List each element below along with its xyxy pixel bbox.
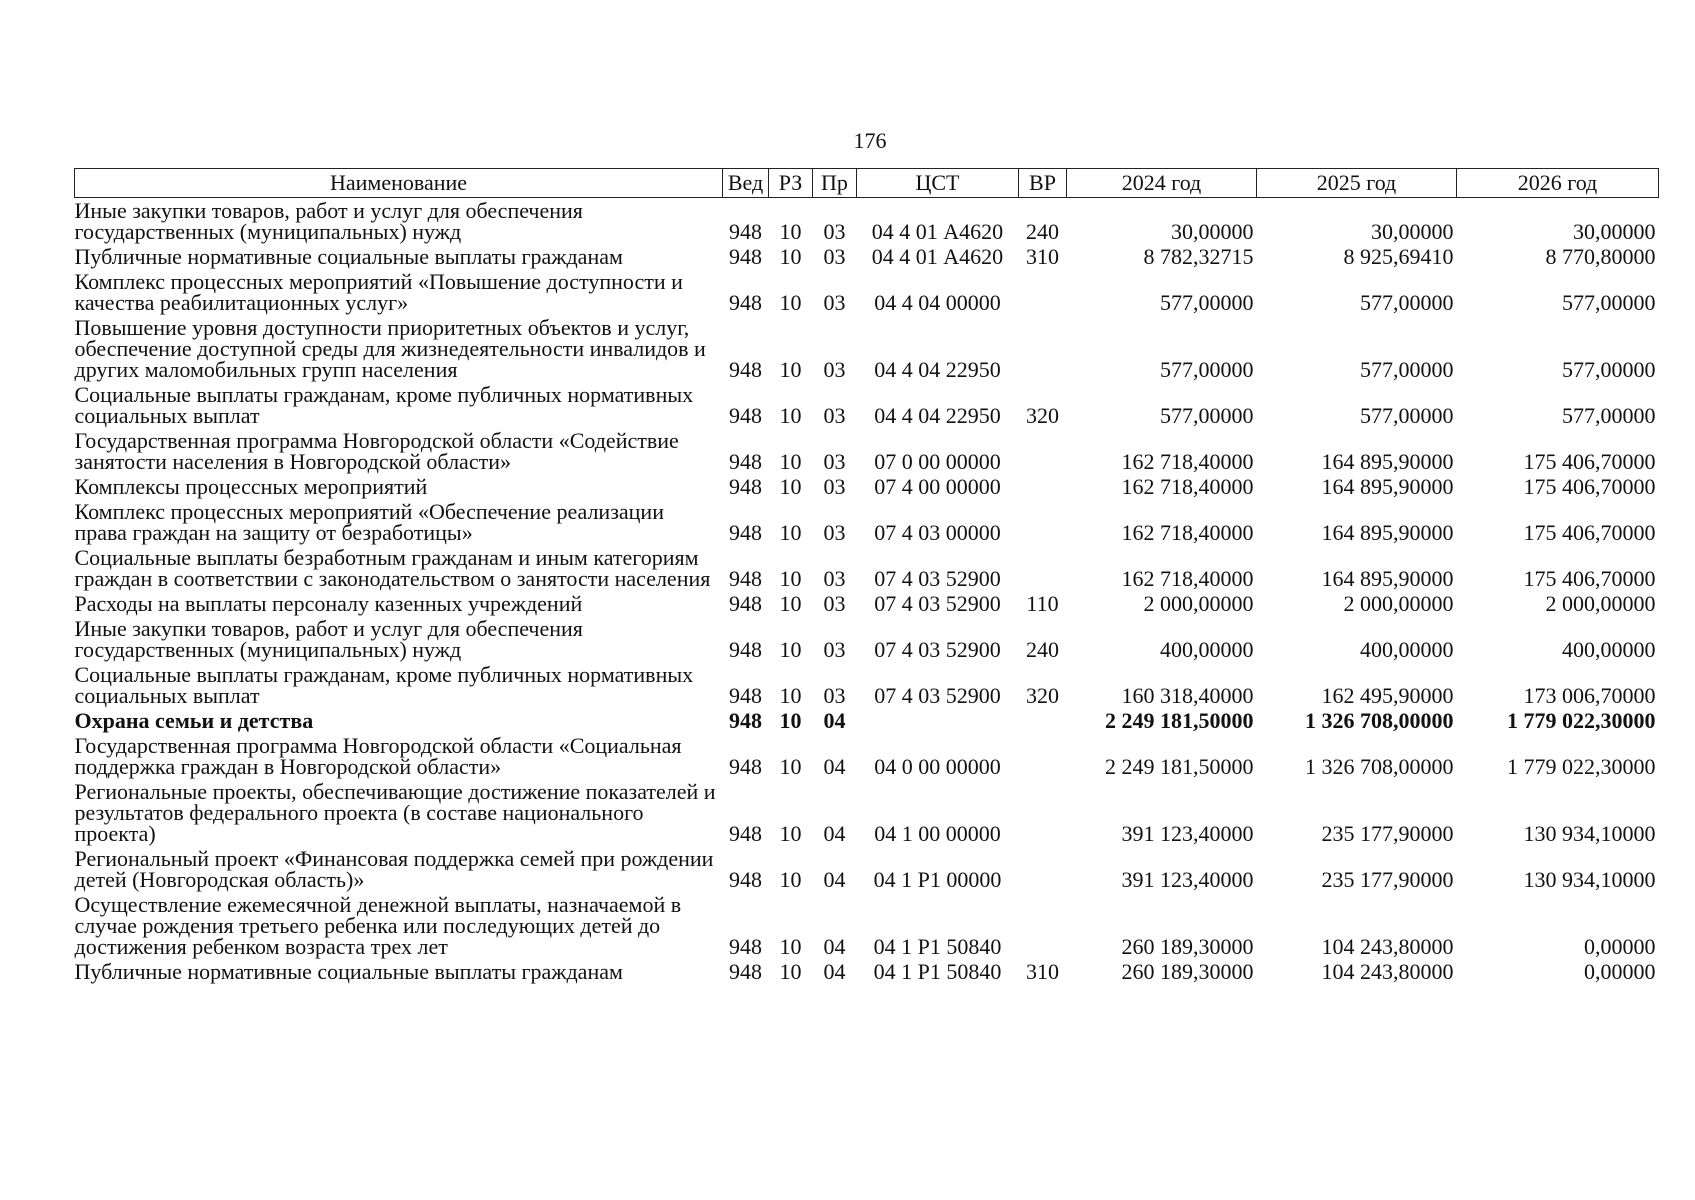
table-header-row bbox=[75, 169, 1659, 198]
row-cst: 04 4 01 А4620 bbox=[871, 219, 1004, 244]
row-name: Комплекс процессных мероприятий «Обеспечение реализации права граждан на защиту от безработицы» bbox=[74, 499, 664, 545]
row-amount-2026: 175 406,70000 bbox=[1523, 474, 1656, 499]
row-amount-2026: 130 934,10000 bbox=[1523, 821, 1656, 846]
row-amount-2026: 2 000,00000 bbox=[1545, 591, 1656, 616]
row-amount-2025: 164 895,90000 bbox=[1321, 520, 1454, 545]
row-amount-2024: 162 718,40000 bbox=[1121, 566, 1254, 591]
row-name: Иные закупки товаров, работ и услуг для обеспечения государственных (муниципальных) нужд bbox=[74, 616, 583, 662]
row-pr: 04 bbox=[823, 754, 846, 779]
header-2025: 2025 год bbox=[1257, 169, 1457, 198]
row-name: Региональный проект «Финансовая поддержка семей при рождении детей (Новгородская область)» bbox=[74, 846, 714, 892]
row-amount-2025: 235 177,90000 bbox=[1321, 867, 1454, 892]
row-rz: 10 bbox=[779, 566, 802, 591]
row-rz: 10 bbox=[779, 290, 802, 315]
row-vr: 310 bbox=[1026, 244, 1059, 269]
row-amount-2024: 2 249 181,50000 bbox=[1105, 754, 1254, 779]
row-pr: 03 bbox=[823, 637, 846, 662]
row-amount-2026: 1 779 022,30000 bbox=[1507, 754, 1656, 779]
row-ved: 948 bbox=[729, 683, 762, 708]
row-amount-2026: 175 406,70000 bbox=[1523, 566, 1656, 591]
row-rz: 10 bbox=[779, 474, 802, 499]
row-vr bbox=[1019, 892, 1067, 959]
row-amount-2025: 30,00000 bbox=[1371, 219, 1454, 244]
row-pr: 03 bbox=[823, 449, 846, 474]
table-row bbox=[75, 269, 1659, 315]
row-rz: 10 bbox=[779, 520, 802, 545]
row-amount-2025: 2 000,00000 bbox=[1343, 591, 1454, 616]
table-row bbox=[75, 733, 1659, 779]
row-pr: 03 bbox=[823, 683, 846, 708]
row-rz: 10 bbox=[779, 708, 802, 733]
row-ved: 948 bbox=[729, 290, 762, 315]
budget-table bbox=[74, 168, 1659, 984]
row-pr: 03 bbox=[823, 591, 846, 616]
row-ved: 948 bbox=[729, 219, 762, 244]
row-amount-2025: 577,00000 bbox=[1360, 357, 1454, 382]
row-ved: 948 bbox=[729, 959, 762, 984]
row-ved: 948 bbox=[729, 637, 762, 662]
row-cst: 07 4 03 52900 bbox=[874, 591, 1001, 616]
header-rz: РЗ bbox=[769, 169, 813, 198]
row-vr bbox=[1019, 545, 1067, 591]
row-pr: 03 bbox=[823, 357, 846, 382]
row-ved: 948 bbox=[729, 566, 762, 591]
row-amount-2024: 260 189,30000 bbox=[1121, 959, 1254, 984]
row-amount-2025: 164 895,90000 bbox=[1321, 566, 1454, 591]
row-cst: 04 1 Р1 00000 bbox=[873, 867, 1002, 892]
row-name: Социальные выплаты безработным гражданам и иным категориям граждан в соответствии с законодательством о занятости населения bbox=[74, 545, 711, 591]
row-ved: 948 bbox=[729, 403, 762, 428]
row-vr bbox=[1019, 315, 1067, 382]
row-amount-2026: 175 406,70000 bbox=[1523, 520, 1656, 545]
table-row bbox=[75, 315, 1659, 382]
row-amount-2026: 400,00000 bbox=[1562, 637, 1656, 662]
row-rz: 10 bbox=[779, 357, 802, 382]
row-pr: 03 bbox=[823, 474, 846, 499]
row-name: Государственная программа Новгородской области «Содействие занятости населения в Новгородской области» bbox=[74, 428, 679, 474]
row-rz: 10 bbox=[779, 219, 802, 244]
row-name: Государственная программа Новгородской области «Социальная поддержка граждан в Новгородской области» bbox=[74, 733, 682, 779]
row-vr bbox=[1019, 708, 1067, 733]
row-amount-2024: 2 249 181,50000 bbox=[1105, 708, 1254, 733]
row-rz: 10 bbox=[779, 821, 802, 846]
row-amount-2025: 235 177,90000 bbox=[1321, 821, 1454, 846]
row-pr: 04 bbox=[823, 821, 846, 846]
row-amount-2024: 30,00000 bbox=[1171, 219, 1254, 244]
row-amount-2025: 577,00000 bbox=[1360, 403, 1454, 428]
row-rz: 10 bbox=[779, 449, 802, 474]
row-name: Социальные выплаты гражданам, кроме публичных нормативных социальных выплат bbox=[74, 382, 694, 428]
table-row bbox=[75, 474, 1659, 499]
row-rz: 10 bbox=[779, 637, 802, 662]
row-name: Расходы на выплаты персоналу казенных учреждений bbox=[74, 591, 583, 616]
row-cst: 07 4 03 52900 bbox=[874, 683, 1001, 708]
row-vr bbox=[1019, 428, 1067, 474]
row-name: Охрана семьи и детства bbox=[74, 708, 314, 733]
row-cst: 07 4 03 52900 bbox=[874, 637, 1001, 662]
page-number: 176 bbox=[853, 128, 887, 153]
row-vr bbox=[1019, 846, 1067, 892]
row-ved: 948 bbox=[729, 708, 762, 733]
row-amount-2024: 577,00000 bbox=[1160, 357, 1254, 382]
row-amount-2026: 577,00000 bbox=[1562, 403, 1656, 428]
row-amount-2024: 260 189,30000 bbox=[1121, 934, 1254, 959]
row-rz: 10 bbox=[779, 959, 802, 984]
row-pr: 04 bbox=[823, 708, 846, 733]
row-amount-2024: 400,00000 bbox=[1160, 637, 1254, 662]
row-cst: 04 4 04 22950 bbox=[874, 357, 1001, 382]
row-ved: 948 bbox=[729, 449, 762, 474]
row-amount-2024: 391 123,40000 bbox=[1121, 821, 1254, 846]
row-name: Региональные проекты, обеспечивающие достижение показателей и результатов федерального проекта (в составе национального проекта) bbox=[74, 779, 716, 846]
row-name: Комплексы процессных мероприятий bbox=[74, 474, 428, 499]
row-cst: 04 4 04 00000 bbox=[874, 290, 1001, 315]
row-rz: 10 bbox=[779, 867, 802, 892]
row-rz: 10 bbox=[779, 934, 802, 959]
row-ved: 948 bbox=[729, 591, 762, 616]
row-amount-2024: 160 318,40000 bbox=[1121, 683, 1254, 708]
row-vr: 240 bbox=[1026, 219, 1059, 244]
row-amount-2024: 577,00000 bbox=[1160, 403, 1254, 428]
row-rz: 10 bbox=[779, 244, 802, 269]
table-row bbox=[75, 382, 1659, 428]
table-row bbox=[75, 616, 1659, 662]
row-ved: 948 bbox=[729, 934, 762, 959]
row-vr: 320 bbox=[1026, 683, 1059, 708]
row-name: Социальные выплаты гражданам, кроме публичных нормативных социальных выплат bbox=[74, 662, 694, 708]
row-name: Повышение уровня доступности приоритетных объектов и услуг, обеспечение доступной среды для жизнедеятельности инвалидов и других маломобильных групп населения bbox=[74, 315, 706, 382]
row-amount-2026: 577,00000 bbox=[1562, 290, 1656, 315]
table-row bbox=[75, 779, 1659, 846]
table-row bbox=[75, 545, 1659, 591]
row-cst: 07 4 03 00000 bbox=[874, 520, 1001, 545]
header-cst: ЦСТ bbox=[857, 169, 1019, 198]
header-ved: Вед bbox=[723, 169, 769, 198]
row-amount-2026: 8 770,80000 bbox=[1545, 244, 1656, 269]
row-amount-2025: 104 243,80000 bbox=[1321, 959, 1454, 984]
row-ved: 948 bbox=[729, 357, 762, 382]
table-row bbox=[75, 198, 1659, 245]
row-amount-2024: 162 718,40000 bbox=[1121, 474, 1254, 499]
row-amount-2025: 1 326 708,00000 bbox=[1305, 708, 1454, 733]
row-amount-2025: 164 895,90000 bbox=[1321, 449, 1454, 474]
row-amount-2025: 8 925,69410 bbox=[1343, 244, 1454, 269]
row-amount-2024: 391 123,40000 bbox=[1121, 867, 1254, 892]
row-ved: 948 bbox=[729, 244, 762, 269]
row-pr: 03 bbox=[823, 520, 846, 545]
row-amount-2025: 400,00000 bbox=[1360, 637, 1454, 662]
row-amount-2025: 164 895,90000 bbox=[1321, 474, 1454, 499]
row-amount-2025: 162 495,90000 bbox=[1321, 683, 1454, 708]
header-pr: Пр bbox=[813, 169, 857, 198]
row-ved: 948 bbox=[729, 867, 762, 892]
header-name: Наименование bbox=[75, 169, 723, 198]
row-amount-2025: 1 326 708,00000 bbox=[1305, 754, 1454, 779]
row-amount-2024: 8 782,32715 bbox=[1143, 244, 1254, 269]
row-cst: 07 4 03 52900 bbox=[874, 566, 1001, 591]
row-name: Иные закупки товаров, работ и услуг для обеспечения государственных (муниципальных) нужд bbox=[74, 198, 583, 244]
row-pr: 03 bbox=[823, 566, 846, 591]
header-2026: 2026 год bbox=[1457, 169, 1659, 198]
row-name: Осуществление ежемесячной денежной выплаты, назначаемой в случае рождения третьего ребенка или последующих детей до достижения ребенком возраста трех лет bbox=[74, 892, 682, 959]
row-rz: 10 bbox=[779, 683, 802, 708]
row-vr bbox=[1019, 474, 1067, 499]
row-rz: 10 bbox=[779, 403, 802, 428]
row-vr: 240 bbox=[1026, 637, 1059, 662]
row-rz: 10 bbox=[779, 754, 802, 779]
row-vr: 110 bbox=[1026, 591, 1059, 616]
table-row bbox=[75, 846, 1659, 892]
row-amount-2024: 162 718,40000 bbox=[1121, 520, 1254, 545]
table-row bbox=[75, 892, 1659, 959]
row-amount-2026: 130 934,10000 bbox=[1523, 867, 1656, 892]
row-ved: 948 bbox=[729, 520, 762, 545]
row-amount-2026: 0,00000 bbox=[1584, 934, 1656, 959]
row-cst: 04 4 01 А4620 bbox=[871, 244, 1004, 269]
row-amount-2024: 577,00000 bbox=[1160, 290, 1254, 315]
row-pr: 03 bbox=[823, 219, 846, 244]
row-pr: 04 bbox=[823, 934, 846, 959]
row-cst: 07 0 00 00000 bbox=[874, 449, 1001, 474]
header-2024: 2024 год bbox=[1067, 169, 1257, 198]
row-amount-2026: 175 406,70000 bbox=[1523, 449, 1656, 474]
row-amount-2026: 0,00000 bbox=[1584, 959, 1656, 984]
row-pr: 03 bbox=[823, 290, 846, 315]
row-vr bbox=[1019, 269, 1067, 315]
row-cst: 04 1 00 00000 bbox=[874, 821, 1001, 846]
table-row bbox=[75, 662, 1659, 708]
row-cst: 04 1 Р1 50840 bbox=[873, 934, 1002, 959]
row-amount-2024: 2 000,00000 bbox=[1143, 591, 1254, 616]
header-vr: ВР bbox=[1019, 169, 1067, 198]
row-name: Публичные нормативные социальные выплаты гражданам bbox=[74, 959, 623, 984]
row-vr: 310 bbox=[1026, 959, 1059, 984]
row-cst: 04 0 00 00000 bbox=[874, 754, 1001, 779]
row-cst bbox=[857, 708, 1019, 733]
row-pr: 03 bbox=[823, 244, 846, 269]
table-row bbox=[75, 708, 1659, 733]
row-ved: 948 bbox=[729, 474, 762, 499]
row-pr: 04 bbox=[823, 959, 846, 984]
row-cst: 04 4 04 22950 bbox=[874, 403, 1001, 428]
row-vr bbox=[1019, 733, 1067, 779]
row-ved: 948 bbox=[729, 821, 762, 846]
table-row bbox=[75, 591, 1659, 616]
row-vr: 320 bbox=[1026, 403, 1059, 428]
row-amount-2025: 577,00000 bbox=[1360, 290, 1454, 315]
row-rz: 10 bbox=[779, 591, 802, 616]
row-cst: 04 1 Р1 50840 bbox=[873, 959, 1002, 984]
table-row bbox=[75, 244, 1659, 269]
row-name: Комплекс процессных мероприятий «Повышение доступности и качества реабилитационных услуг» bbox=[74, 269, 683, 315]
row-amount-2026: 1 779 022,30000 bbox=[1507, 708, 1656, 733]
row-amount-2026: 577,00000 bbox=[1562, 357, 1656, 382]
row-vr bbox=[1019, 499, 1067, 545]
row-cst: 07 4 00 00000 bbox=[874, 474, 1001, 499]
row-pr: 04 bbox=[823, 867, 846, 892]
row-amount-2025: 104 243,80000 bbox=[1321, 934, 1454, 959]
table-row bbox=[75, 499, 1659, 545]
row-amount-2026: 30,00000 bbox=[1573, 219, 1656, 244]
table-body bbox=[75, 198, 1659, 985]
row-amount-2024: 162 718,40000 bbox=[1121, 449, 1254, 474]
table-row bbox=[75, 959, 1659, 984]
row-ved: 948 bbox=[729, 754, 762, 779]
row-vr bbox=[1019, 779, 1067, 846]
row-name: Публичные нормативные социальные выплаты гражданам bbox=[74, 244, 623, 269]
row-amount-2026: 173 006,70000 bbox=[1523, 683, 1656, 708]
row-pr: 03 bbox=[823, 403, 846, 428]
table-row bbox=[75, 428, 1659, 474]
